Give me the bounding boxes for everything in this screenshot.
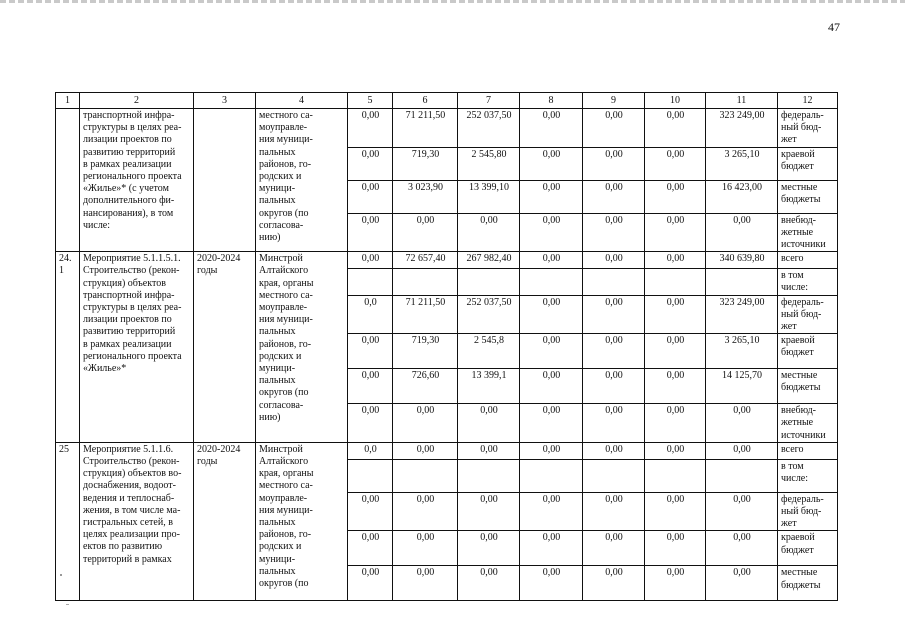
funding-source: всего xyxy=(778,442,838,459)
amount-cell: 252 037,50 xyxy=(458,109,520,148)
header-cell: 5 xyxy=(348,93,393,109)
amount-cell: 0,0 xyxy=(348,442,393,459)
funding-source: внебюд- жетные источники xyxy=(778,404,838,443)
amount-cell: 0,00 xyxy=(520,531,583,566)
amount-cell: 0,00 xyxy=(520,442,583,459)
funding-source: внебюд- жетные источники xyxy=(778,213,838,252)
amount-cell: 0,00 xyxy=(393,404,458,443)
amount-cell: 0,00 xyxy=(348,404,393,443)
amount-cell: 13 399,1 xyxy=(458,369,520,404)
amount-cell: 16 423,00 xyxy=(706,180,778,213)
funding-source: федераль- ный бюд- жет xyxy=(778,492,838,531)
page-number: 47 xyxy=(828,20,840,34)
amount-cell: 0,00 xyxy=(348,180,393,213)
amount-cell: 0,00 xyxy=(348,147,393,180)
amount-cell: 0,00 xyxy=(393,442,458,459)
amount-cell: 719,30 xyxy=(393,147,458,180)
amount-cell: 0,00 xyxy=(645,109,706,148)
funding-source: местные бюджеты xyxy=(778,180,838,213)
amount-cell: 0,00 xyxy=(706,404,778,443)
header-cell: 2 xyxy=(80,93,194,109)
header-cell: 6 xyxy=(393,93,458,109)
amount-cell xyxy=(348,269,393,295)
amount-cell: 0,00 xyxy=(583,334,645,369)
amount-cell: 0,00 xyxy=(520,147,583,180)
amount-cell: 0,00 xyxy=(645,531,706,566)
funding-source: в том числе: xyxy=(778,459,838,492)
amount-cell: 0,00 xyxy=(645,180,706,213)
amount-cell: 0,00 xyxy=(348,566,393,601)
amount-cell: 0,00 xyxy=(645,252,706,269)
amount-cell: 0,00 xyxy=(458,404,520,443)
funding-source: в том числе: xyxy=(778,269,838,295)
funding-source: федераль- ный бюд- жет xyxy=(778,295,838,334)
header-cell: 8 xyxy=(520,93,583,109)
amount-cell: 0,00 xyxy=(583,404,645,443)
table-row xyxy=(56,109,838,148)
budget-table xyxy=(55,92,838,601)
scan-top-edge xyxy=(0,0,905,3)
amount-cell: 0,00 xyxy=(520,109,583,148)
amount-cell: 252 037,50 xyxy=(458,295,520,334)
amount-cell: 72 657,40 xyxy=(393,252,458,269)
amount-cell: 3 023,90 xyxy=(393,180,458,213)
amount-cell: 0,00 xyxy=(348,252,393,269)
amount-cell: 0,00 xyxy=(645,492,706,531)
amount-cell xyxy=(706,459,778,492)
table-row xyxy=(56,252,838,269)
amount-cell: 0,00 xyxy=(706,492,778,531)
amount-cell: 0,00 xyxy=(645,334,706,369)
amount-cell: 0,00 xyxy=(458,492,520,531)
amount-cell xyxy=(348,459,393,492)
amount-cell: 0,00 xyxy=(645,566,706,601)
amount-cell: 0,00 xyxy=(583,109,645,148)
header-cell: 9 xyxy=(583,93,645,109)
amount-cell: 0,00 xyxy=(583,180,645,213)
amount-cell: 0,00 xyxy=(520,404,583,443)
table-header-row xyxy=(56,93,838,109)
header-cell: 7 xyxy=(458,93,520,109)
amount-cell: 0,00 xyxy=(583,442,645,459)
amount-cell: 340 639,80 xyxy=(706,252,778,269)
amount-cell: 0,00 xyxy=(583,492,645,531)
implementation-years: 2020-2024 годы xyxy=(194,252,256,443)
amount-cell xyxy=(706,269,778,295)
amount-cell: 3 265,10 xyxy=(706,334,778,369)
header-cell: 1 xyxy=(56,93,80,109)
amount-cell: 0,00 xyxy=(706,531,778,566)
amount-cell: 0,00 xyxy=(520,566,583,601)
row-number: 25 xyxy=(56,442,80,601)
amount-cell: 0,00 xyxy=(520,492,583,531)
amount-cell: 0,00 xyxy=(520,369,583,404)
amount-cell: 14 125,70 xyxy=(706,369,778,404)
header-cell: 10 xyxy=(645,93,706,109)
amount-cell: 3 265,10 xyxy=(706,147,778,180)
amount-cell: 71 211,50 xyxy=(393,295,458,334)
amount-cell: 0,00 xyxy=(393,531,458,566)
amount-cell: 0,00 xyxy=(645,295,706,334)
amount-cell: 0,00 xyxy=(583,531,645,566)
amount-cell: 0,00 xyxy=(706,566,778,601)
funding-source: местные бюджеты xyxy=(778,369,838,404)
funding-source: местные бюджеты xyxy=(778,566,838,601)
amount-cell: 0,0 xyxy=(348,295,393,334)
row-number xyxy=(56,109,80,252)
funding-source: краевой бюджет xyxy=(778,334,838,369)
amount-cell xyxy=(583,269,645,295)
amount-cell: 267 982,40 xyxy=(458,252,520,269)
scan-artifact xyxy=(66,604,69,605)
amount-cell: 0,00 xyxy=(645,442,706,459)
amount-cell: 0,00 xyxy=(348,369,393,404)
amount-cell: 323 249,00 xyxy=(706,295,778,334)
amount-cell: 0,00 xyxy=(706,442,778,459)
amount-cell: 726,60 xyxy=(393,369,458,404)
funding-source: федераль- ный бюд- жет xyxy=(778,109,838,148)
amount-cell: 0,00 xyxy=(458,442,520,459)
amount-cell: 0,00 xyxy=(393,492,458,531)
amount-cell: 0,00 xyxy=(645,147,706,180)
amount-cell: 323 249,00 xyxy=(706,109,778,148)
funding-source: всего xyxy=(778,252,838,269)
amount-cell: 0,00 xyxy=(458,531,520,566)
amount-cell: 0,00 xyxy=(393,213,458,252)
amount-cell: 0,00 xyxy=(520,295,583,334)
amount-cell: 0,00 xyxy=(348,492,393,531)
responsible-agency: Минстрой Алтайского края, органы местного са- моуправле- ния муници- пальных районов, го- родских и муници- пальных округов (по xyxy=(256,442,348,601)
amount-cell: 719,30 xyxy=(393,334,458,369)
amount-cell: 2 545,8 xyxy=(458,334,520,369)
funding-source: краевой бюджет xyxy=(778,147,838,180)
amount-cell: 0,00 xyxy=(520,252,583,269)
amount-cell: 0,00 xyxy=(583,147,645,180)
amount-cell: 71 211,50 xyxy=(393,109,458,148)
amount-cell: 0,00 xyxy=(458,566,520,601)
implementation-years: 2020-2024 годы xyxy=(194,442,256,601)
amount-cell: 0,00 xyxy=(706,213,778,252)
amount-cell: 0,00 xyxy=(520,180,583,213)
amount-cell: 0,00 xyxy=(520,334,583,369)
header-cell: 4 xyxy=(256,93,348,109)
amount-cell: 0,00 xyxy=(583,295,645,334)
header-cell: 12 xyxy=(778,93,838,109)
amount-cell: 0,00 xyxy=(645,369,706,404)
amount-cell: 0,00 xyxy=(458,213,520,252)
amount-cell xyxy=(645,459,706,492)
amount-cell: 0,00 xyxy=(348,109,393,148)
amount-cell: 0,00 xyxy=(583,213,645,252)
responsible-agency: местного са- моуправле- ния муници- пальных районов, го- родских и муници- пальных округов (по согласова- нию) xyxy=(256,109,348,252)
amount-cell: 0,00 xyxy=(645,404,706,443)
amount-cell: 0,00 xyxy=(583,566,645,601)
amount-cell: 0,00 xyxy=(520,213,583,252)
amount-cell: 0,00 xyxy=(645,213,706,252)
amount-cell xyxy=(458,269,520,295)
amount-cell: 0,00 xyxy=(348,334,393,369)
header-cell: 11 xyxy=(706,93,778,109)
amount-cell: 0,00 xyxy=(583,369,645,404)
responsible-agency: Минстрой Алтайского края, органы местного са- моуправле- ния муници- пальных районов, го- родских и муници- пальных округов (по согласова- нию) xyxy=(256,252,348,443)
measure-description: Мероприятие 5.1.1.5.1. Строительство (рекон- струкция) объектов транспортной инфра- структуры в целях реа- лизации проектов по развитию территорий в рамках реализации регионального проекта «Жилье»* xyxy=(80,252,194,443)
amount-cell: 13 399,10 xyxy=(458,180,520,213)
header-cell: 3 xyxy=(194,93,256,109)
amount-cell xyxy=(645,269,706,295)
amount-cell xyxy=(520,269,583,295)
amount-cell xyxy=(583,459,645,492)
amount-cell: 0,00 xyxy=(393,566,458,601)
funding-source: краевой бюджет xyxy=(778,531,838,566)
amount-cell xyxy=(393,269,458,295)
row-number: 24. 1 xyxy=(56,252,80,443)
amount-cell: 2 545,80 xyxy=(458,147,520,180)
measure-description: Мероприятие 5.1.1.6. Строительство (рекон- струкция) объектов во- доснабжения, водоот- ведения и теплоснаб- жения, в том числе ма- гистральных сетей, в целях реализации про- ектов по развитию территорий в рамках xyxy=(80,442,194,601)
amount-cell: 0,00 xyxy=(348,213,393,252)
amount-cell: 0,00 xyxy=(348,531,393,566)
implementation-years xyxy=(194,109,256,252)
amount-cell xyxy=(393,459,458,492)
amount-cell xyxy=(520,459,583,492)
table-row xyxy=(56,442,838,459)
amount-cell: 0,00 xyxy=(583,252,645,269)
measure-description: транспортной инфра- структуры в целях реа- лизации проектов по развитию территорий в рамках реализации регионального проекта «Жилье»* (с учетом дополнительного фи- нансирования), в том числе: xyxy=(80,109,194,252)
amount-cell xyxy=(458,459,520,492)
